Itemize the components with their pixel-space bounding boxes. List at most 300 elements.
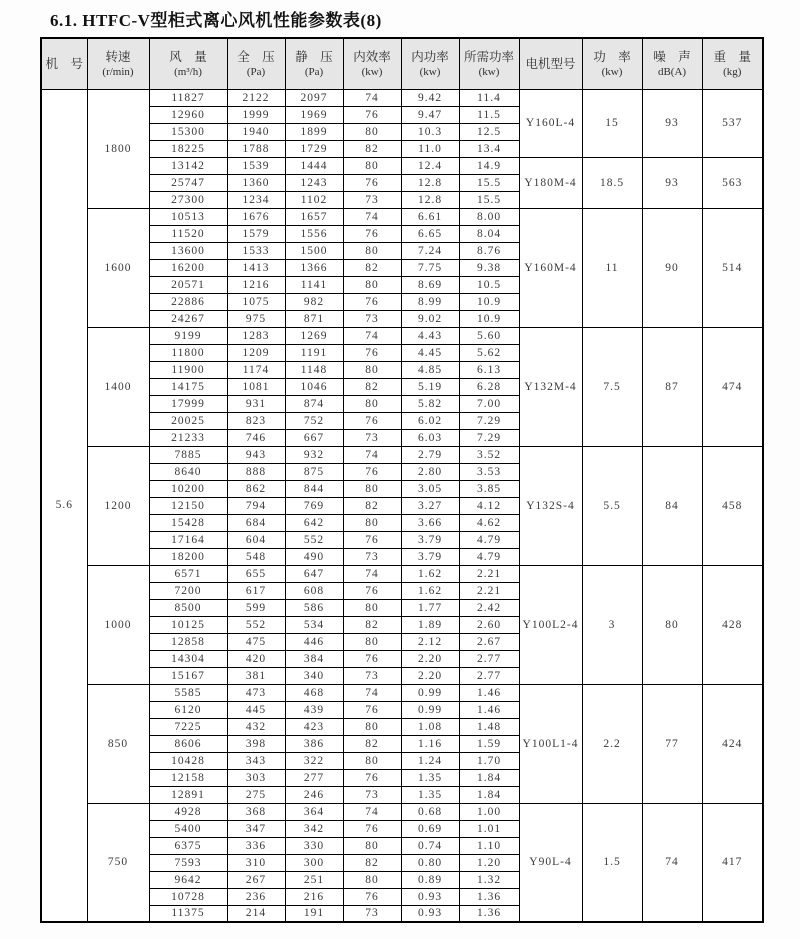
internal-power-cell: 3.79: [401, 548, 459, 565]
motor-power-cell: 15: [582, 89, 642, 157]
table-header: [41, 38, 763, 89]
required-power-cell: 3.85: [459, 480, 519, 497]
table-row: [41, 89, 763, 106]
motor-power-cell: 7.5: [582, 327, 642, 446]
static-pressure-cell: 752: [285, 412, 343, 429]
header-air-volume: 风 量 (m³/h): [149, 38, 227, 89]
internal-efficiency-cell: 74: [343, 684, 401, 701]
internal-power-cell: 1.62: [401, 565, 459, 582]
static-pressure-cell: 340: [285, 667, 343, 684]
required-power-cell: 1.20: [459, 854, 519, 871]
static-pressure-cell: 871: [285, 310, 343, 327]
weight-cell: 514: [702, 208, 763, 327]
required-power-cell: 1.70: [459, 752, 519, 769]
total-pressure-cell: 1360: [227, 174, 285, 191]
air-volume-cell: 6571: [149, 565, 227, 582]
total-pressure-cell: 303: [227, 769, 285, 786]
air-volume-cell: 4928: [149, 803, 227, 820]
internal-power-cell: 0.80: [401, 854, 459, 871]
noise-cell: 93: [642, 157, 702, 208]
air-volume-cell: 17164: [149, 531, 227, 548]
total-pressure-cell: 599: [227, 599, 285, 616]
static-pressure-cell: 667: [285, 429, 343, 446]
total-pressure-cell: 275: [227, 786, 285, 803]
static-pressure-cell: 586: [285, 599, 343, 616]
static-pressure-cell: 330: [285, 837, 343, 854]
required-power-cell: 1.36: [459, 905, 519, 922]
air-volume-cell: 12960: [149, 106, 227, 123]
internal-efficiency-cell: 76: [343, 174, 401, 191]
required-power-cell: 10.5: [459, 276, 519, 293]
header-motor-power: 功 率 (kw): [582, 38, 642, 89]
required-power-cell: 2.60: [459, 616, 519, 633]
internal-power-cell: 2.80: [401, 463, 459, 480]
motor-model-cell: Y160L-4: [519, 89, 582, 157]
required-power-cell: 1.32: [459, 871, 519, 888]
air-volume-cell: 7225: [149, 718, 227, 735]
total-pressure-cell: 1533: [227, 242, 285, 259]
air-volume-cell: 14175: [149, 378, 227, 395]
speed-cell: 1200: [87, 446, 149, 565]
air-volume-cell: 22886: [149, 293, 227, 310]
weight-cell: 458: [702, 446, 763, 565]
internal-efficiency-cell: 80: [343, 480, 401, 497]
speed-cell: 1400: [87, 327, 149, 446]
total-pressure-cell: 336: [227, 837, 285, 854]
internal-efficiency-cell: 73: [343, 667, 401, 684]
air-volume-cell: 8500: [149, 599, 227, 616]
static-pressure-cell: 251: [285, 871, 343, 888]
total-pressure-cell: 746: [227, 429, 285, 446]
header-weight: 重 量 (kg): [702, 38, 763, 89]
required-power-cell: 2.77: [459, 667, 519, 684]
air-volume-cell: 18200: [149, 548, 227, 565]
internal-efficiency-cell: 80: [343, 395, 401, 412]
static-pressure-cell: 1899: [285, 123, 343, 140]
static-pressure-cell: 552: [285, 531, 343, 548]
air-volume-cell: 11800: [149, 344, 227, 361]
table-row: [41, 565, 763, 582]
required-power-cell: 5.60: [459, 327, 519, 344]
internal-power-cell: 0.99: [401, 684, 459, 701]
total-pressure-cell: 1788: [227, 140, 285, 157]
total-pressure-cell: 862: [227, 480, 285, 497]
total-pressure-cell: 347: [227, 820, 285, 837]
internal-power-cell: 1.62: [401, 582, 459, 599]
internal-power-cell: 12.4: [401, 157, 459, 174]
weight-cell: 428: [702, 565, 763, 684]
internal-power-cell: 8.69: [401, 276, 459, 293]
table-row: [41, 684, 763, 701]
total-pressure-cell: 368: [227, 803, 285, 820]
motor-power-cell: 5.5: [582, 446, 642, 565]
required-power-cell: 6.13: [459, 361, 519, 378]
static-pressure-cell: 874: [285, 395, 343, 412]
motor-power-cell: 2.2: [582, 684, 642, 803]
motor-model-cell: Y100L1-4: [519, 684, 582, 803]
table-body: [41, 89, 763, 922]
required-power-cell: 1.48: [459, 718, 519, 735]
required-power-cell: 6.28: [459, 378, 519, 395]
speed-cell: 1000: [87, 565, 149, 684]
air-volume-cell: 7593: [149, 854, 227, 871]
header-static-pressure: 静 压 (Pa): [285, 38, 343, 89]
internal-power-cell: 5.19: [401, 378, 459, 395]
static-pressure-cell: 769: [285, 497, 343, 514]
table-row: [41, 803, 763, 820]
air-volume-cell: 6375: [149, 837, 227, 854]
air-volume-cell: 11900: [149, 361, 227, 378]
static-pressure-cell: 534: [285, 616, 343, 633]
internal-power-cell: 12.8: [401, 191, 459, 208]
static-pressure-cell: 1366: [285, 259, 343, 276]
internal-efficiency-cell: 80: [343, 514, 401, 531]
motor-power-cell: 11: [582, 208, 642, 327]
fan-performance-table: [40, 37, 764, 923]
total-pressure-cell: 267: [227, 871, 285, 888]
noise-cell: 87: [642, 327, 702, 446]
air-volume-cell: 14304: [149, 650, 227, 667]
internal-efficiency-cell: 76: [343, 582, 401, 599]
air-volume-cell: 24267: [149, 310, 227, 327]
internal-efficiency-cell: 76: [343, 769, 401, 786]
static-pressure-cell: 277: [285, 769, 343, 786]
total-pressure-cell: 548: [227, 548, 285, 565]
static-pressure-cell: 1729: [285, 140, 343, 157]
internal-power-cell: 7.75: [401, 259, 459, 276]
total-pressure-cell: 655: [227, 565, 285, 582]
required-power-cell: 1.59: [459, 735, 519, 752]
internal-efficiency-cell: 80: [343, 871, 401, 888]
internal-power-cell: 1.35: [401, 769, 459, 786]
required-power-cell: 14.9: [459, 157, 519, 174]
required-power-cell: 11.5: [459, 106, 519, 123]
speed-cell: 1600: [87, 208, 149, 327]
total-pressure-cell: 432: [227, 718, 285, 735]
required-power-cell: 15.5: [459, 191, 519, 208]
internal-efficiency-cell: 82: [343, 735, 401, 752]
total-pressure-cell: 2122: [227, 89, 285, 106]
air-volume-cell: 11520: [149, 225, 227, 242]
static-pressure-cell: 468: [285, 684, 343, 701]
header-row: [41, 38, 763, 89]
static-pressure-cell: 1102: [285, 191, 343, 208]
internal-power-cell: 6.65: [401, 225, 459, 242]
total-pressure-cell: 1579: [227, 225, 285, 242]
internal-efficiency-cell: 74: [343, 327, 401, 344]
internal-efficiency-cell: 80: [343, 837, 401, 854]
total-pressure-cell: 343: [227, 752, 285, 769]
internal-power-cell: 2.79: [401, 446, 459, 463]
machine-no-cell: 5.6: [41, 89, 87, 922]
internal-efficiency-cell: 73: [343, 905, 401, 922]
air-volume-cell: 21233: [149, 429, 227, 446]
total-pressure-cell: 420: [227, 650, 285, 667]
internal-efficiency-cell: 76: [343, 344, 401, 361]
internal-efficiency-cell: 76: [343, 888, 401, 905]
motor-model-cell: Y90L-4: [519, 803, 582, 922]
internal-efficiency-cell: 80: [343, 361, 401, 378]
total-pressure-cell: 888: [227, 463, 285, 480]
static-pressure-cell: 384: [285, 650, 343, 667]
required-power-cell: 2.67: [459, 633, 519, 650]
air-volume-cell: 10125: [149, 616, 227, 633]
air-volume-cell: 25747: [149, 174, 227, 191]
internal-efficiency-cell: 80: [343, 599, 401, 616]
static-pressure-cell: 1148: [285, 361, 343, 378]
motor-model-cell: Y160M-4: [519, 208, 582, 327]
required-power-cell: 8.00: [459, 208, 519, 225]
required-power-cell: 15.5: [459, 174, 519, 191]
total-pressure-cell: 931: [227, 395, 285, 412]
static-pressure-cell: 647: [285, 565, 343, 582]
header-machine-no: 机 号: [41, 38, 87, 89]
total-pressure-cell: 943: [227, 446, 285, 463]
required-power-cell: 1.00: [459, 803, 519, 820]
static-pressure-cell: 1444: [285, 157, 343, 174]
motor-model-cell: Y132S-4: [519, 446, 582, 565]
air-volume-cell: 27300: [149, 191, 227, 208]
internal-efficiency-cell: 76: [343, 106, 401, 123]
required-power-cell: 1.10: [459, 837, 519, 854]
internal-power-cell: 7.24: [401, 242, 459, 259]
air-volume-cell: 13600: [149, 242, 227, 259]
header-motor-model: 电机型号: [519, 38, 582, 89]
air-volume-cell: 9642: [149, 871, 227, 888]
required-power-cell: 10.9: [459, 310, 519, 327]
air-volume-cell: 15300: [149, 123, 227, 140]
weight-cell: 474: [702, 327, 763, 446]
motor-model-cell: Y100L2-4: [519, 565, 582, 684]
air-volume-cell: 8640: [149, 463, 227, 480]
header-internal-efficiency: 内效率 (kw): [343, 38, 401, 89]
required-power-cell: 1.36: [459, 888, 519, 905]
motor-power-cell: 3: [582, 565, 642, 684]
total-pressure-cell: 236: [227, 888, 285, 905]
internal-efficiency-cell: 82: [343, 616, 401, 633]
static-pressure-cell: 439: [285, 701, 343, 718]
air-volume-cell: 5400: [149, 820, 227, 837]
internal-power-cell: 9.47: [401, 106, 459, 123]
required-power-cell: 1.01: [459, 820, 519, 837]
static-pressure-cell: 246: [285, 786, 343, 803]
static-pressure-cell: 364: [285, 803, 343, 820]
total-pressure-cell: 1413: [227, 259, 285, 276]
static-pressure-cell: 1500: [285, 242, 343, 259]
weight-cell: 417: [702, 803, 763, 922]
motor-power-cell: 18.5: [582, 157, 642, 208]
required-power-cell: 3.52: [459, 446, 519, 463]
internal-efficiency-cell: 73: [343, 191, 401, 208]
internal-efficiency-cell: 76: [343, 412, 401, 429]
internal-power-cell: 1.16: [401, 735, 459, 752]
total-pressure-cell: 1676: [227, 208, 285, 225]
internal-power-cell: 9.42: [401, 89, 459, 106]
internal-efficiency-cell: 74: [343, 208, 401, 225]
static-pressure-cell: 844: [285, 480, 343, 497]
internal-power-cell: 1.77: [401, 599, 459, 616]
internal-power-cell: 11.0: [401, 140, 459, 157]
internal-power-cell: 5.82: [401, 395, 459, 412]
table-row: [41, 157, 763, 174]
header-internal-power: 内功率 (kw): [401, 38, 459, 89]
noise-cell: 93: [642, 89, 702, 157]
total-pressure-cell: 1216: [227, 276, 285, 293]
internal-power-cell: 2.20: [401, 667, 459, 684]
internal-efficiency-cell: 74: [343, 89, 401, 106]
internal-efficiency-cell: 80: [343, 633, 401, 650]
air-volume-cell: 12891: [149, 786, 227, 803]
air-volume-cell: 7200: [149, 582, 227, 599]
internal-efficiency-cell: 73: [343, 310, 401, 327]
air-volume-cell: 5585: [149, 684, 227, 701]
internal-efficiency-cell: 73: [343, 429, 401, 446]
internal-power-cell: 10.3: [401, 123, 459, 140]
internal-efficiency-cell: 82: [343, 497, 401, 514]
required-power-cell: 2.42: [459, 599, 519, 616]
internal-efficiency-cell: 76: [343, 463, 401, 480]
internal-power-cell: 0.93: [401, 888, 459, 905]
internal-power-cell: 3.66: [401, 514, 459, 531]
air-volume-cell: 12858: [149, 633, 227, 650]
total-pressure-cell: 475: [227, 633, 285, 650]
required-power-cell: 12.5: [459, 123, 519, 140]
header-total-pressure: 全 压 (Pa): [227, 38, 285, 89]
required-power-cell: 1.84: [459, 769, 519, 786]
weight-cell: 537: [702, 89, 763, 157]
internal-efficiency-cell: 82: [343, 854, 401, 871]
internal-power-cell: 1.89: [401, 616, 459, 633]
total-pressure-cell: 1940: [227, 123, 285, 140]
internal-efficiency-cell: 76: [343, 650, 401, 667]
motor-power-cell: 1.5: [582, 803, 642, 922]
air-volume-cell: 13142: [149, 157, 227, 174]
required-power-cell: 4.79: [459, 531, 519, 548]
required-power-cell: 5.62: [459, 344, 519, 361]
required-power-cell: 2.21: [459, 565, 519, 582]
internal-efficiency-cell: 73: [343, 786, 401, 803]
header-speed: 转速 (r/min): [87, 38, 149, 89]
internal-power-cell: 4.45: [401, 344, 459, 361]
internal-power-cell: 6.02: [401, 412, 459, 429]
internal-power-cell: 0.69: [401, 820, 459, 837]
air-volume-cell: 9199: [149, 327, 227, 344]
internal-power-cell: 2.20: [401, 650, 459, 667]
air-volume-cell: 10200: [149, 480, 227, 497]
internal-power-cell: 12.8: [401, 174, 459, 191]
static-pressure-cell: 322: [285, 752, 343, 769]
internal-efficiency-cell: 80: [343, 718, 401, 735]
total-pressure-cell: 1234: [227, 191, 285, 208]
noise-cell: 84: [642, 446, 702, 565]
total-pressure-cell: 794: [227, 497, 285, 514]
table-row: [41, 208, 763, 225]
internal-power-cell: 1.24: [401, 752, 459, 769]
internal-efficiency-cell: 82: [343, 140, 401, 157]
total-pressure-cell: 473: [227, 684, 285, 701]
internal-power-cell: 3.27: [401, 497, 459, 514]
total-pressure-cell: 604: [227, 531, 285, 548]
internal-efficiency-cell: 80: [343, 242, 401, 259]
internal-power-cell: 3.05: [401, 480, 459, 497]
total-pressure-cell: 1075: [227, 293, 285, 310]
total-pressure-cell: 1209: [227, 344, 285, 361]
required-power-cell: 4.79: [459, 548, 519, 565]
required-power-cell: 9.38: [459, 259, 519, 276]
static-pressure-cell: 490: [285, 548, 343, 565]
static-pressure-cell: 982: [285, 293, 343, 310]
internal-power-cell: 4.85: [401, 361, 459, 378]
static-pressure-cell: 1243: [285, 174, 343, 191]
air-volume-cell: 20025: [149, 412, 227, 429]
air-volume-cell: 17999: [149, 395, 227, 412]
internal-power-cell: 1.08: [401, 718, 459, 735]
total-pressure-cell: 398: [227, 735, 285, 752]
total-pressure-cell: 1283: [227, 327, 285, 344]
internal-power-cell: 0.74: [401, 837, 459, 854]
static-pressure-cell: 342: [285, 820, 343, 837]
total-pressure-cell: 975: [227, 310, 285, 327]
internal-efficiency-cell: 74: [343, 446, 401, 463]
noise-cell: 77: [642, 684, 702, 803]
total-pressure-cell: 552: [227, 616, 285, 633]
required-power-cell: 8.76: [459, 242, 519, 259]
internal-efficiency-cell: 80: [343, 123, 401, 140]
static-pressure-cell: 191: [285, 905, 343, 922]
static-pressure-cell: 1141: [285, 276, 343, 293]
air-volume-cell: 10428: [149, 752, 227, 769]
air-volume-cell: 11827: [149, 89, 227, 106]
static-pressure-cell: 1269: [285, 327, 343, 344]
static-pressure-cell: 423: [285, 718, 343, 735]
air-volume-cell: 6120: [149, 701, 227, 718]
motor-model-cell: Y132M-4: [519, 327, 582, 446]
internal-efficiency-cell: 74: [343, 565, 401, 582]
required-power-cell: 11.4: [459, 89, 519, 106]
internal-efficiency-cell: 80: [343, 752, 401, 769]
air-volume-cell: 20571: [149, 276, 227, 293]
speed-cell: 750: [87, 803, 149, 922]
internal-efficiency-cell: 74: [343, 803, 401, 820]
air-volume-cell: 10728: [149, 888, 227, 905]
internal-power-cell: 0.93: [401, 905, 459, 922]
internal-efficiency-cell: 76: [343, 701, 401, 718]
total-pressure-cell: 310: [227, 854, 285, 871]
static-pressure-cell: 1556: [285, 225, 343, 242]
internal-efficiency-cell: 82: [343, 378, 401, 395]
internal-efficiency-cell: 76: [343, 820, 401, 837]
total-pressure-cell: 445: [227, 701, 285, 718]
internal-power-cell: 6.61: [401, 208, 459, 225]
internal-power-cell: 1.35: [401, 786, 459, 803]
total-pressure-cell: 1081: [227, 378, 285, 395]
internal-power-cell: 4.43: [401, 327, 459, 344]
internal-efficiency-cell: 73: [343, 548, 401, 565]
air-volume-cell: 15167: [149, 667, 227, 684]
weight-cell: 563: [702, 157, 763, 208]
required-power-cell: 2.21: [459, 582, 519, 599]
static-pressure-cell: 875: [285, 463, 343, 480]
required-power-cell: 4.62: [459, 514, 519, 531]
header-noise: 噪 声 dB(A): [642, 38, 702, 89]
air-volume-cell: 11375: [149, 905, 227, 922]
static-pressure-cell: 300: [285, 854, 343, 871]
internal-efficiency-cell: 76: [343, 531, 401, 548]
air-volume-cell: 8606: [149, 735, 227, 752]
total-pressure-cell: 617: [227, 582, 285, 599]
page-title: 6.1. HTFC-V型柜式离心风机性能参数表(8): [50, 11, 382, 30]
total-pressure-cell: 214: [227, 905, 285, 922]
